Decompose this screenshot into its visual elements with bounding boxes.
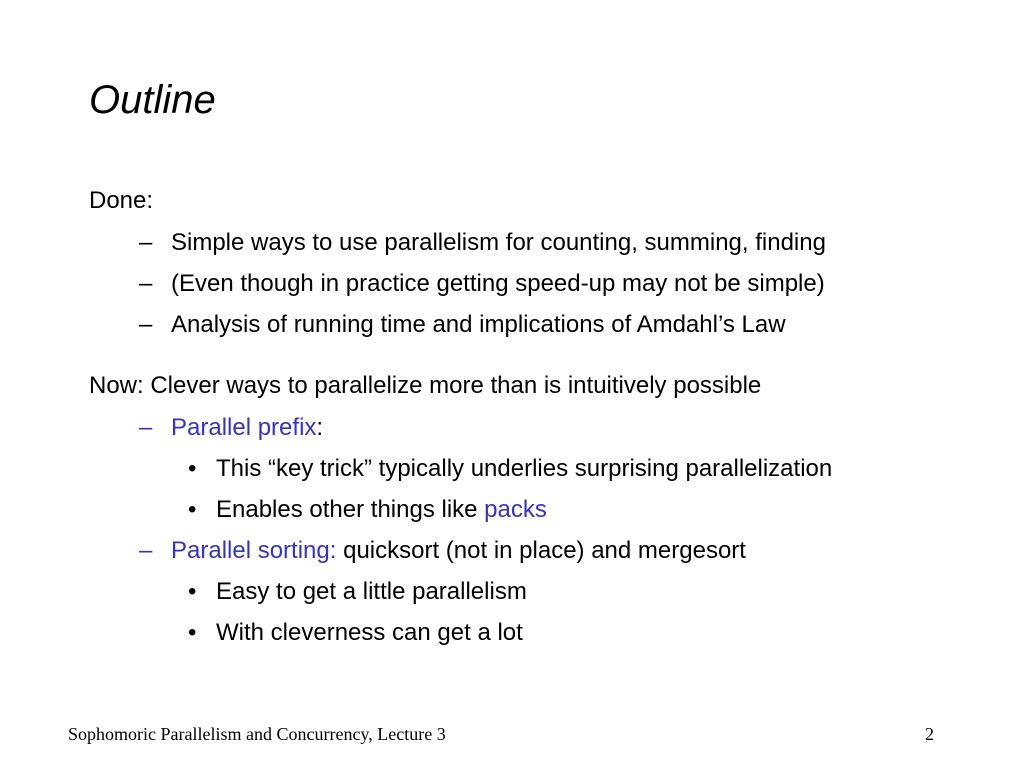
sorting-subitem-text: Easy to get a little parallelism [216,578,527,605]
parallel-sorting-text [171,536,746,566]
parallel-sorting-link[interactable]: Parallel sorting: [171,537,337,564]
page-number: 2 [925,724,934,744]
done-item-text: Simple ways to use parallelism for counting, summing, finding [171,229,826,256]
subitem-plain-text: Enables other things like [216,496,485,523]
bullet-marker: • [188,455,197,482]
bullet-marker: • [188,578,197,605]
dash-marker: – [139,537,153,564]
footer-caption: Sophomoric Parallelism and Concurrency, Lecture 3 [68,724,446,744]
bullet-marker: • [188,619,197,646]
prefix-subitem-text [216,495,547,525]
dash-marker: – [139,414,153,441]
bullet-marker: • [188,496,197,523]
now-heading: Now: Clever ways to parallelize more than is intuitively possible [89,372,762,399]
dash-marker: – [139,311,153,338]
done-item-text: Analysis of running time and implications of Amdahl’s Law [171,311,786,338]
done-heading: Done: [89,187,154,214]
parallel-prefix-link[interactable]: Parallel prefix [171,414,317,441]
dash-marker: – [139,229,153,256]
done-item-text: (Even though in practice getting speed-up may not be simple) [171,270,825,297]
parallel-prefix-text [171,413,323,443]
prefix-subitem-text: This “key trick” typically underlies surprising parallelization [216,455,833,482]
dash-marker: – [139,270,153,297]
slide-title: Outline [89,78,216,122]
parallel-prefix-suffix: : [316,414,324,441]
packs-link[interactable]: packs [484,496,547,523]
parallel-sorting-suffix: quicksort (not in place) and mergesort [336,537,746,564]
sorting-subitem-text: With cleverness can get a lot [216,619,523,646]
